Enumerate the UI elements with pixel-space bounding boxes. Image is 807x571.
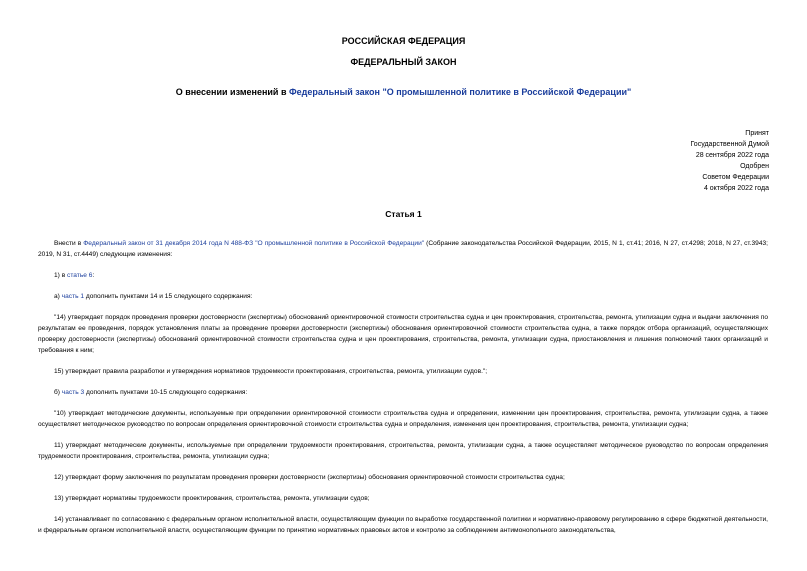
country-heading: РОССИЙСКАЯ ФЕДЕРАЦИЯ — [341, 36, 466, 46]
acceptance-block — [569, 128, 769, 194]
clause-13-paragraph: 13) утверждает нормативы трудоемкости проектирования, строительства, ремонта, утилизации судов; — [54, 495, 370, 502]
clause-10-paragraph: "10) утверждает методические документы, используемые при определении ориентировочной стоимости строительства судна и определении, изменении цен проектирования, строительства, ремонта, утилизации судна, а также осуществляет методическое руководство по вопросам определения ориентировочной стоимости строительства судна и определения, изменения цен проектирования, строительства, ремонта, утилизации судна; — [38, 410, 768, 428]
part-1-link[interactable]: часть 1 — [61, 293, 85, 300]
part-3-link[interactable]: часть 3 — [61, 389, 85, 396]
clause-14-paragraph: "14) утверждает порядок проведения проверки достоверности (экспертизы) обоснований ориентировочной стоимости строительства судна и цен проектирования, строительства, ремонта, утилизации судна и выдачи заключения по результатам ее проведения, порядок установления платы за проведение проверки достоверности (экспертизы) обоснования ориентировочной стоимости строительства судна, а также порядок отбора организаций, осуществляющих проверку достоверности (экспертизы) обоснований ориентировочной стоимости строительства судна и цен проектирования, строительства, ремонта, утилизации судна, приостановления и лишения полномочий таких организаций и требования к ним; — [38, 314, 768, 354]
intro-law-link[interactable]: Федеральный закон от 31 декабря 2014 года N 488-ФЗ "О промышленной политике в Российской Федерации" — [83, 240, 425, 247]
item-1-text: 1) в — [54, 272, 68, 279]
item-a-text-rest: дополнить пунктами 14 и 15 следующего содержания: — [84, 293, 253, 300]
item-1-paragraph — [38, 270, 768, 281]
intro-text-rest: (Собрание законодательства Российской Федерации, 2015, N 1, ст.41; 2016, N 27, ст.4298; 2018, N 27, ст.3943; 2019, N 31, ст.4449) следующие изменения: — [38, 240, 769, 258]
law-title — [0, 87, 807, 97]
law-type-heading: ФЕДЕРАЛЬНЫЙ ЗАКОН — [350, 57, 457, 67]
acceptance-line: Принят — [745, 130, 769, 137]
item-a-text: а) — [54, 293, 62, 300]
clause-11-paragraph: 11) утверждает методические документы, используемые при определении трудоемкости проектирования, строительства, ремонта, утилизации судна, а также осуществляет методическое руководство по вопросам определения трудоемкости проектирования, строительства, ремонта, утилизации судна; — [38, 442, 768, 460]
clause-14b-paragraph: 14) устанавливает по согласованию с федеральным органом исполнительной власти, осуществляющим функции по выработке государственной политики и нормативно-правовому регулированию в сфере бюджетной деятельности, и федеральным органом исполнительной власти, осуществляющим функции по принятию нормативных правовых актов и контролю за соблюдением антимонопольного законодательства, — [38, 516, 768, 534]
article-body — [38, 238, 768, 546]
acceptance-line: 28 сентября 2022 года — [695, 152, 769, 159]
item-a-paragraph — [38, 291, 768, 302]
item-b-paragraph — [38, 387, 768, 398]
acceptance-line: 4 октября 2022 года — [703, 185, 769, 192]
clause-15-paragraph: 15) утверждает правила разработки и утверждения нормативов трудоемкости проектирования, строительства, ремонта, утилизации судов."; — [54, 368, 488, 375]
law-title-link[interactable]: Федеральный закон "О промышленной политике в Российской Федерации" — [288, 87, 632, 97]
intro-paragraph — [38, 238, 768, 260]
law-title-prefix: О внесении изменений в — [175, 87, 289, 97]
item-b-text: б) — [54, 389, 62, 396]
acceptance-line: Одобрен — [740, 163, 769, 170]
intro-text: Внести в — [54, 240, 84, 247]
article-heading: Статья 1 — [385, 209, 422, 219]
item-b-text-rest: дополнить пунктами 10-15 следующего содержания: — [84, 389, 248, 396]
article-6-link[interactable]: статье 6 — [67, 272, 93, 279]
acceptance-line: Государственной Думой — [690, 141, 769, 148]
clause-12-paragraph: 12) утверждает форму заключения по результатам проведения проверки достоверности (экспертизы) обоснования ориентировочной стоимости строительства судна; — [54, 474, 565, 481]
item-1-text-rest: : — [92, 272, 95, 279]
acceptance-line: Советом Федерации — [702, 174, 769, 181]
